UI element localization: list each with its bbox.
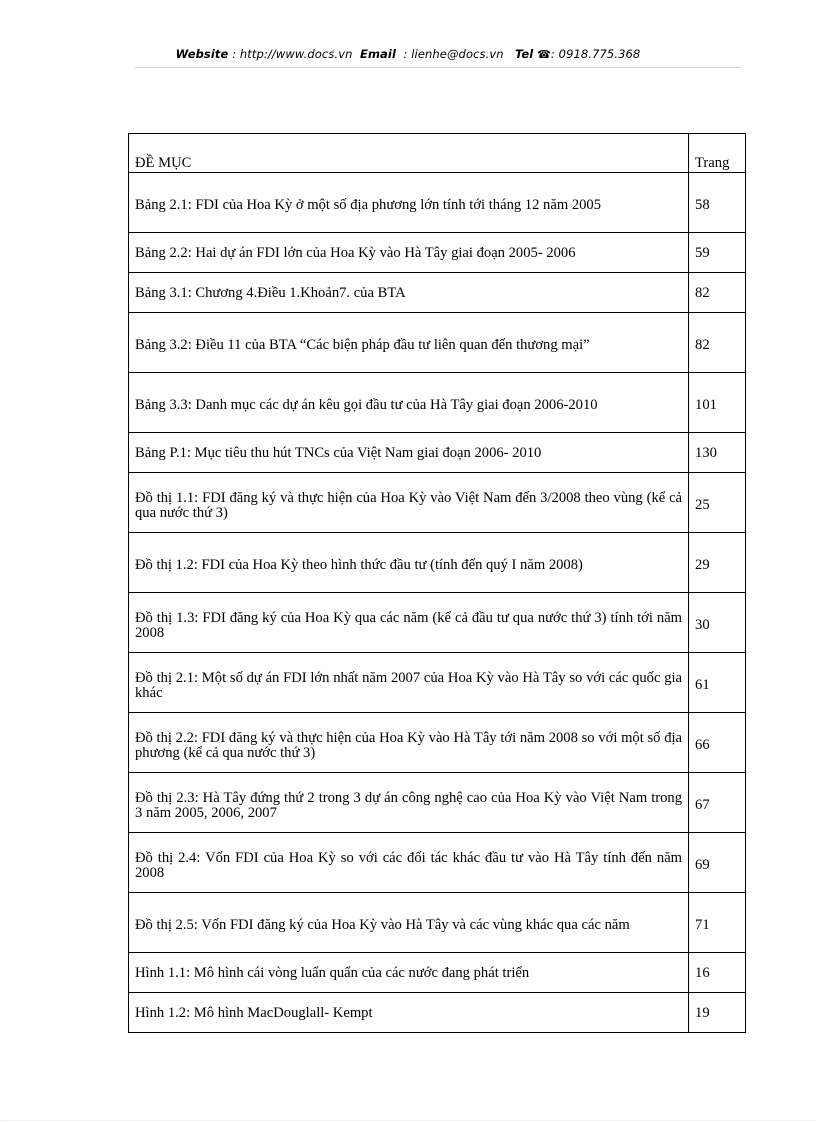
entry-page: 59 xyxy=(689,233,746,273)
table-row xyxy=(129,833,746,893)
header-divider xyxy=(135,67,741,68)
entry-title: Bảng 2.1: FDI của Hoa Kỳ ở một số địa phương lớn tính tới tháng 12 năm 2005 xyxy=(129,173,689,233)
entry-title: Bảng 3.3: Danh mục các dự án kêu gọi đầu tư của Hà Tây giai đoạn 2006-2010 xyxy=(129,373,689,433)
entry-title: Bảng 3.2: Điều 11 của BTA “Các biện pháp đầu tư liên quan đến thương mại” xyxy=(129,313,689,373)
entry-page: 25 xyxy=(689,473,746,533)
column-header-title: ĐỀ MỤC xyxy=(129,134,689,173)
table-row xyxy=(129,313,746,373)
table-row xyxy=(129,713,746,773)
entry-title: Đồ thị 1.2: FDI của Hoa Kỳ theo hình thức đầu tư (tính đến quý I năm 2008) xyxy=(129,533,689,593)
table-row xyxy=(129,533,746,593)
table-row xyxy=(129,773,746,833)
tel-label: Tel xyxy=(514,47,534,61)
entry-title: Hình 1.1: Mô hình cái vòng luẩn quẩn của các nước đang phát triển xyxy=(129,953,689,993)
entry-title: Đồ thị 1.3: FDI đăng ký của Hoa Kỳ qua các năm (kể cả đầu tư qua nước thứ 3) tính tới năm 2008 xyxy=(129,593,689,653)
entry-title: Bảng 3.1: Chương 4.Điều 1.Khoản7. của BTA xyxy=(129,273,689,313)
table-row xyxy=(129,953,746,993)
entry-title: Đồ thị 2.5: Vốn FDI đăng ký của Hoa Kỳ vào Hà Tây và các vùng khác qua các năm xyxy=(129,893,689,953)
entry-page: 66 xyxy=(689,713,746,773)
table-row xyxy=(129,593,746,653)
entry-page: 82 xyxy=(689,273,746,313)
table-row xyxy=(129,993,746,1033)
telephone-icon: ☎ xyxy=(537,48,551,61)
table-header-row xyxy=(129,134,746,173)
entry-page: 101 xyxy=(689,373,746,433)
table-row xyxy=(129,233,746,273)
tel-value: : 0918.775.368 xyxy=(550,47,641,61)
entry-title: Đồ thị 2.4: Vốn FDI của Hoa Kỳ so với các đối tác khác đầu tư vào Hà Tây tính đến năm 2008 xyxy=(129,833,689,893)
entry-page: 69 xyxy=(689,833,746,893)
entry-page: 58 xyxy=(689,173,746,233)
table-row xyxy=(129,433,746,473)
entry-page: 61 xyxy=(689,653,746,713)
table-row xyxy=(129,893,746,953)
entry-title: Bảng P.1: Mục tiêu thu hút TNCs của Việt Nam giai đoạn 2006- 2010 xyxy=(129,433,689,473)
table-row xyxy=(129,173,746,233)
column-header-page: Trang xyxy=(689,134,746,173)
website-value[interactable]: : http://www.docs.vn xyxy=(232,47,353,61)
entry-title: Bảng 2.2: Hai dự án FDI lớn của Hoa Kỳ vào Hà Tây giai đoạn 2005- 2006 xyxy=(129,233,689,273)
table-row xyxy=(129,653,746,713)
entry-page: 67 xyxy=(689,773,746,833)
entry-page: 19 xyxy=(689,993,746,1033)
entry-page: 71 xyxy=(689,893,746,953)
entry-page: 130 xyxy=(689,433,746,473)
entry-title: Đồ thị 2.2: FDI đăng ký và thực hiện của Hoa Kỳ vào Hà Tây tới năm 2008 so với một số địa phương (kể cả qua nước thứ 3) xyxy=(129,713,689,773)
email-label: Email xyxy=(360,47,396,61)
page-header xyxy=(0,47,816,61)
table-row xyxy=(129,473,746,533)
entry-page: 82 xyxy=(689,313,746,373)
table-row xyxy=(129,273,746,313)
website-label: Website xyxy=(175,47,229,61)
entry-title: Hình 1.2: Mô hình MacDouglall- Kempt xyxy=(129,993,689,1033)
list-of-tables-and-figures xyxy=(128,133,746,1033)
entry-title: Đồ thị 1.1: FDI đăng ký và thực hiện của Hoa Kỳ vào Việt Nam đến 3/2008 theo vùng (kể cả qua nước thứ 3) xyxy=(129,473,689,533)
email-value[interactable]: : lienhe@docs.vn xyxy=(403,47,504,61)
page-bottom-edge xyxy=(0,1120,816,1121)
entry-title: Đồ thị 2.1: Một số dự án FDI lớn nhất năm 2007 của Hoa Kỳ vào Hà Tây so với các quốc gia khác xyxy=(129,653,689,713)
entry-page: 16 xyxy=(689,953,746,993)
entry-page: 29 xyxy=(689,533,746,593)
entry-page: 30 xyxy=(689,593,746,653)
table-row xyxy=(129,373,746,433)
entry-title: Đồ thị 2.3: Hà Tây đứng thứ 2 trong 3 dự án công nghệ cao của Hoa Kỳ vào Việt Nam trong 3 năm 2005, 2006, 2007 xyxy=(129,773,689,833)
